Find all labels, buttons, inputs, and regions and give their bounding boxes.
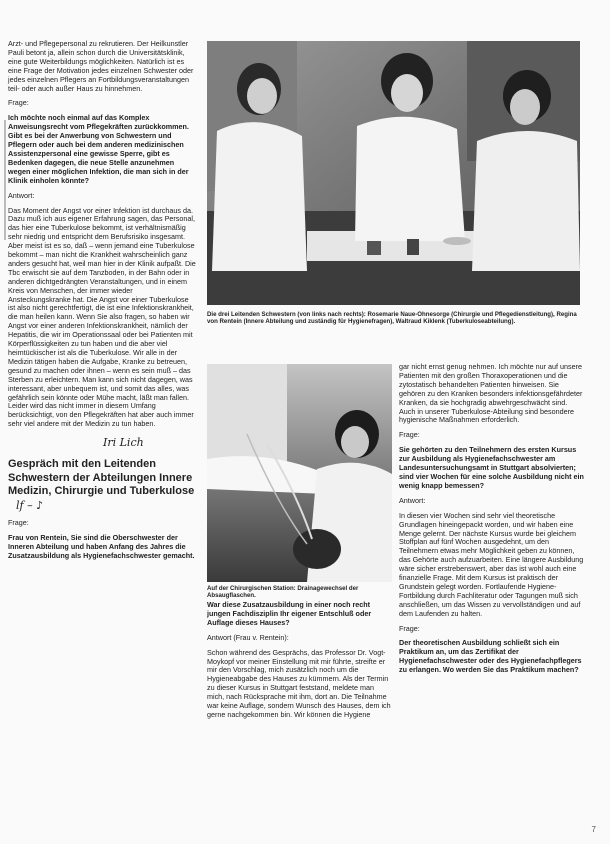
page-number: 7 xyxy=(591,825,596,834)
answer-text: In diesen vier Wochen sind sehr viel theoretische Grundlagen hineingepackt worden, und wir haben eine Menge gelernt. Der nächste Kursus wurde bei gleichem Stoffplan auf fünf Wochen ausgedehnt, um den Teilnehmern etwas mehr Möglichkeit geben zu können, das Gehörte auch aufzuarbeiten. Eine längere Ausbildung wäre sicher erstrebenswert, aber das ist wohl auch eine finanzielle Frage. Mit dem Kursus ist praktisch der Grundstein gelegt worden. Fortlaufende Hygiene-Fortbildung durch Fachliteratur oder Tagungen muß sich anschließen, um das Wissen zu vervollständigen und auf dem Laufenden zu halten. xyxy=(399,510,584,618)
question-text: Der theoretischen Ausbildung schließt sich ein Praktikum an, um das Zertifikat der Hygienefachschwester oder des Hygienefachpflegers zu erlangen. Wo werden Sie das Praktikum machen? xyxy=(399,638,582,675)
question-text: War diese Zusatzausbildung in einer noch recht jungen Fachdisziplin Ihr eigener Entschluß oder Auflage dieses Hauses? xyxy=(207,600,372,627)
question-label: Frage: xyxy=(8,98,29,108)
question-label: Frage: xyxy=(8,518,29,528)
answer-label: Antwort: xyxy=(8,190,35,200)
answer-label: Antwort (Frau v. Rentein): xyxy=(207,632,289,642)
headline-text: Gespräch mit den Leitenden Schwestern der Abteilungen Innere Medizin, Chirurgie und Tuberkulose xyxy=(8,458,195,498)
question-label: Frage: xyxy=(399,430,420,440)
middle-column xyxy=(207,601,393,726)
article-headline xyxy=(8,458,196,513)
headline-handwritten-mark: lf – ♪ xyxy=(16,498,44,512)
right-column xyxy=(399,363,585,681)
nurses-photo-image xyxy=(207,41,580,305)
answer-label: Antwort: xyxy=(399,495,426,505)
photo-caption: Die drei Leitenden Schwestern (von links nach rechts): Rosemarie Naue-Ohnesorge (Chirurgie und Pflegedienstleitung), Regina von Rentein (Innere Abteilung und zuständig für Hygienefragen), Waltraud Kiklenk (Tuberkuloseabteilung). xyxy=(207,311,577,326)
question-text: Sie gehörten zu den Teilnehmern des ersten Kursus zur Ausbildung als Hygienefachschwester am Landesuntersuchungsamt in Stuttgart absolvierten; sind vier Wochen für eine solche Ausbildung nicht ein wenig knapp bemessen? xyxy=(399,445,584,490)
left-column xyxy=(8,40,196,567)
photo-three-nurses xyxy=(207,41,580,305)
margin-mark xyxy=(4,120,6,240)
photo-caption: Auf der Chirurgischen Station: Drainagewechsel der Absaugflaschen. xyxy=(207,585,359,600)
answer-text: Das Moment der Angst vor einer Infektion ist durchaus da. Dazu muß ich aus eigener Erfahrung sagen, das Personal, das hier eine Tuberkulose bekommt, ist verhältnismäßig sehr niedrig und entspricht dem Berufsrisiko insgesamt. Aber meist ist es so, daß – wenn jemand eine Tuberkulose bekommt – man nicht die Krankheit wahrscheinlich ganz anders gesucht hat, weil man hier in der Klinik aufpaßt. Die Tbc erwischt sie auf dem Tanzboden, in der Bahn oder in anderen dichtgedrängten Veranstaltungen, und in einem Kreis von Menschen, der immer wieder Ansteckungskranke hat. Die Angst vor einer Tuberkulose ist also nicht gerechtfertigt, die ist eine Infektionskrankheit, die man heilen kann. Wenn Sie also fragen, so haben wir Angst vor einer anderen Infektionskrankheit, nämlich der Hepatitis, die wir im Operationssaal oder bei Patienten mit Körperflüssigkeiten zu tun haben und die aber viel heimtückischer ist als die Tuberkulose. Wir alle in der Medizin tätigen haben die Aufgabe, Kranke zu betreuen, gesund zu machen oder ihnen – wenn es sein muß – das Sterben zu erleichtern. Man kann sich nicht dagegen, was interessant, aber unbequem ist, und somit das alles, was gefährlich sein könnte oder Mühe macht, läßt man fallen. Leider wird das nicht immer in diesem Umfang berücksichtigt, von den Pflegekräften hat aber auch immer sehr viel andere mit der Medizin zu tun haben. xyxy=(8,205,196,429)
answer-text: Schon während des Gesprächs, das Professor Dr. Vogt-Moykopf vor meiner Einstellung mit mir führte, streifte er mir den Vorschlag, mich zusätzlich noch um die Hygieneabgabe des Hauses zu kümmern. Als der Termin zu dieser Kursus in Stuttgart feststand, meldete man mich, nach Rücksprache mit ihm, dort an. Die Teilnahme war keine Auflage, sondern Wunsch des Hauses, dem ich gerne nachgekommen bin. Wir können die Hygiene xyxy=(207,647,391,719)
question-text: Frau von Rentein, Sie sind die Oberschwester der Inneren Abteilung und haben Anfang des Jahres die Zusatzausbildung als Hygienefachschwester gemacht. xyxy=(8,532,195,560)
continued-paragraph: gar nicht ernst genug nehmen. Ich möchte nur auf unsere Patienten mit den großen Thoraxoperationen und die zytostatisch behandelten Patienten hinweisen. Sie gehören zu den Kranken besonders infektionsgefährdeter Kranken, da sie hochgradig abwehrgeschwächt sind. Auch in unserer Tuberkulose-Abteilung sind besondere hygienische Maßnahmen erforderlich. xyxy=(399,362,583,425)
question-text: Ich möchte noch einmal auf das Komplex Anweisungsrecht vom Pflegekräften zurückkommen. Gibt es bei der Anwerbung von Schwestern und Pflegern oder auch bei dem anderen medizinischen Assistenzpersonal eine gewisse Sperre, gibt es Bedenken dagegen, die neue Stelle anzunehmen wegen einer möglichen Infektion, die man sich in der Klinik einholen könnte? xyxy=(8,113,189,185)
surgical-photo-image xyxy=(207,364,392,582)
intro-paragraph: Arzt- und Pflegepersonal zu rekrutieren. Der Heilkunstler Pauli betont ja, allein schon durch die Universitätsklinik, eine gute Weiterbildungs möglichkeiten. Natürlich ist es eine Frage der Motivation jedes einzelnen Schwester oder jedes einzelnen Pflegers an Fortbildungsveranstaltungen teil- oder auch außer Haus zu hinnehmen. xyxy=(8,39,194,93)
photo-surgical-station xyxy=(207,364,392,582)
question-label: Frage: xyxy=(399,623,420,633)
signature: Iri Lich xyxy=(103,436,144,450)
